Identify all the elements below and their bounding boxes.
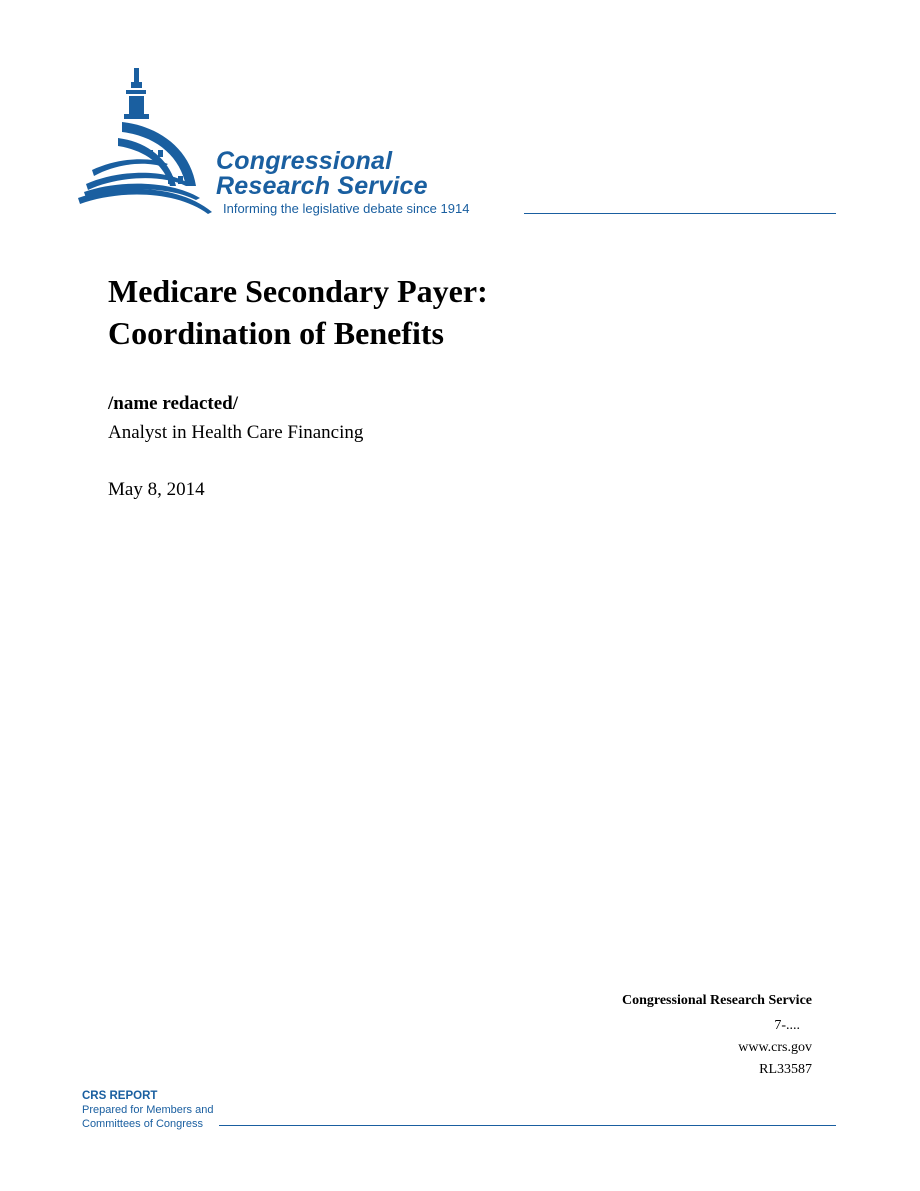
footer-divider bbox=[219, 1125, 836, 1126]
logo-name-line2: Research Service bbox=[216, 172, 428, 200]
crs-website-link[interactable]: www.crs.gov bbox=[738, 1040, 812, 1055]
author-role: Analyst in Health Care Financing bbox=[108, 422, 364, 443]
logo-tagline: Informing the legislative debate since 1914 bbox=[223, 201, 470, 216]
logo-divider bbox=[524, 213, 836, 214]
crs-org-name: Congressional Research Service bbox=[621, 993, 812, 1008]
title-line: Coordination of Benefits bbox=[108, 315, 444, 351]
report-date: May 8, 2014 bbox=[108, 479, 205, 500]
report-title bbox=[108, 270, 488, 354]
title-line: Medicare Secondary Payer: bbox=[108, 273, 488, 309]
crs-report-footer bbox=[82, 1089, 213, 1131]
crs-phone: 7-.... bbox=[774, 1018, 800, 1033]
logo-name-line1: Congressional bbox=[216, 147, 393, 175]
footer-line: Committees of Congress bbox=[82, 1118, 204, 1130]
capitol-dome-icon bbox=[78, 66, 218, 226]
footer-line: Prepared for Members and bbox=[82, 1104, 214, 1116]
crs-info-block bbox=[622, 990, 812, 1081]
report-number: RL33587 bbox=[759, 1062, 812, 1077]
author-name: /name redacted/ bbox=[108, 393, 238, 414]
crs-logo bbox=[78, 66, 838, 226]
footer-label: CRS REPORT bbox=[82, 1090, 158, 1102]
